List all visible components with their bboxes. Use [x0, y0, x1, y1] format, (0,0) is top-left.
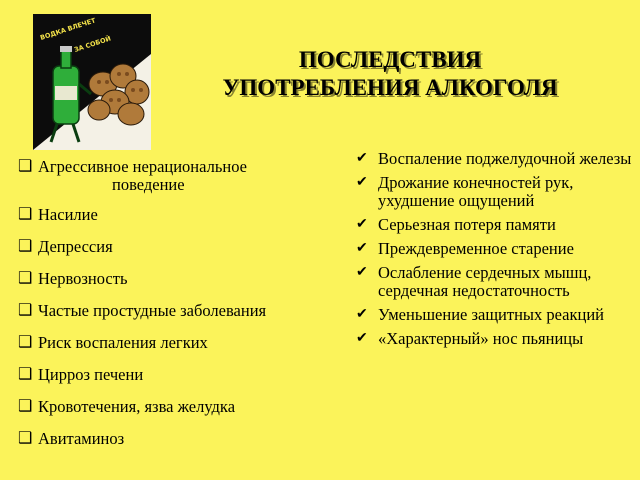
list-item-text: Агрессивное нерациональное [38, 157, 247, 176]
checkbox-bullet-icon: ❑ [18, 158, 33, 175]
list-item-text: Цирроз печени [38, 365, 144, 384]
checkmark-bullet-icon: ✔ [356, 307, 368, 322]
poster-caption-2: ЗА СОБОЙ [73, 34, 112, 54]
list-item [356, 174, 636, 210]
checkbox-bullet-icon: ❑ [18, 206, 33, 223]
list-item-text: Преждевременное старение [378, 239, 574, 258]
checkbox-bullet-icon: ❑ [18, 366, 33, 383]
list-item [16, 270, 336, 288]
list-item-text: Риск воспаления легких [38, 333, 208, 352]
title-line-1: ПОСЛЕДСТВИЯ [298, 47, 482, 72]
list-item-text: Ослабление сердечных мышц, сердечная недостаточность [378, 263, 592, 300]
list-item-text-continued: поведение [112, 175, 185, 194]
checkbox-bullet-icon: ❑ [18, 238, 33, 255]
list-item [356, 264, 636, 300]
list-item-text: Насилие [38, 205, 98, 224]
list-item [356, 216, 636, 234]
checkbox-bullet-icon: ❑ [18, 302, 33, 319]
list-item-text: Авитаминоз [38, 429, 125, 448]
checkmark-bullet-icon: ✔ [356, 265, 368, 280]
list-item-text: Воспаление поджелудочной железы [378, 149, 632, 168]
list-item [356, 240, 636, 258]
list-item-text: Кровотечения, язва желудка [38, 397, 236, 416]
page-title [190, 46, 590, 102]
left-consequences-list [16, 158, 336, 448]
list-item [16, 238, 336, 256]
list-item-text: «Характерный» нос пьяницы [378, 329, 584, 348]
propaganda-poster-image [33, 14, 151, 150]
checkmark-bullet-icon: ✔ [356, 217, 368, 232]
list-item [16, 398, 336, 416]
list-item [16, 302, 336, 320]
poster-caption-1: ВОДКА ВЛЕЧЕТ [39, 16, 97, 42]
checkmark-bullet-icon: ✔ [356, 241, 368, 256]
list-item-text: Уменьшение защитных реакций [378, 305, 604, 324]
checkmark-bullet-icon: ✔ [356, 331, 368, 346]
title-line-2: УПОТРЕБЛЕНИЯ АЛКОГОЛЯ [222, 75, 558, 100]
checkbox-bullet-icon: ❑ [18, 430, 33, 447]
list-item [16, 206, 336, 224]
list-item [16, 158, 336, 194]
list-item-text: Депрессия [38, 237, 113, 256]
list-item [356, 306, 636, 324]
list-item-text: Дрожание конечностей рук, ухудшение ощущений [378, 173, 574, 210]
list-item [16, 430, 336, 448]
list-item-text: Частые простудные заболевания [38, 301, 267, 320]
checkbox-bullet-icon: ❑ [18, 270, 33, 287]
checkbox-bullet-icon: ❑ [18, 334, 33, 351]
checkmark-bullet-icon: ✔ [356, 151, 368, 166]
checkmark-bullet-icon: ✔ [356, 175, 368, 190]
list-item [356, 330, 636, 348]
list-item [16, 366, 336, 384]
list-item [16, 334, 336, 352]
checkbox-bullet-icon: ❑ [18, 398, 33, 415]
list-item-text: Серьезная потеря памяти [378, 215, 556, 234]
list-item [356, 150, 636, 168]
right-consequences-list [356, 150, 636, 354]
list-item-text: Нервозность [38, 269, 128, 288]
